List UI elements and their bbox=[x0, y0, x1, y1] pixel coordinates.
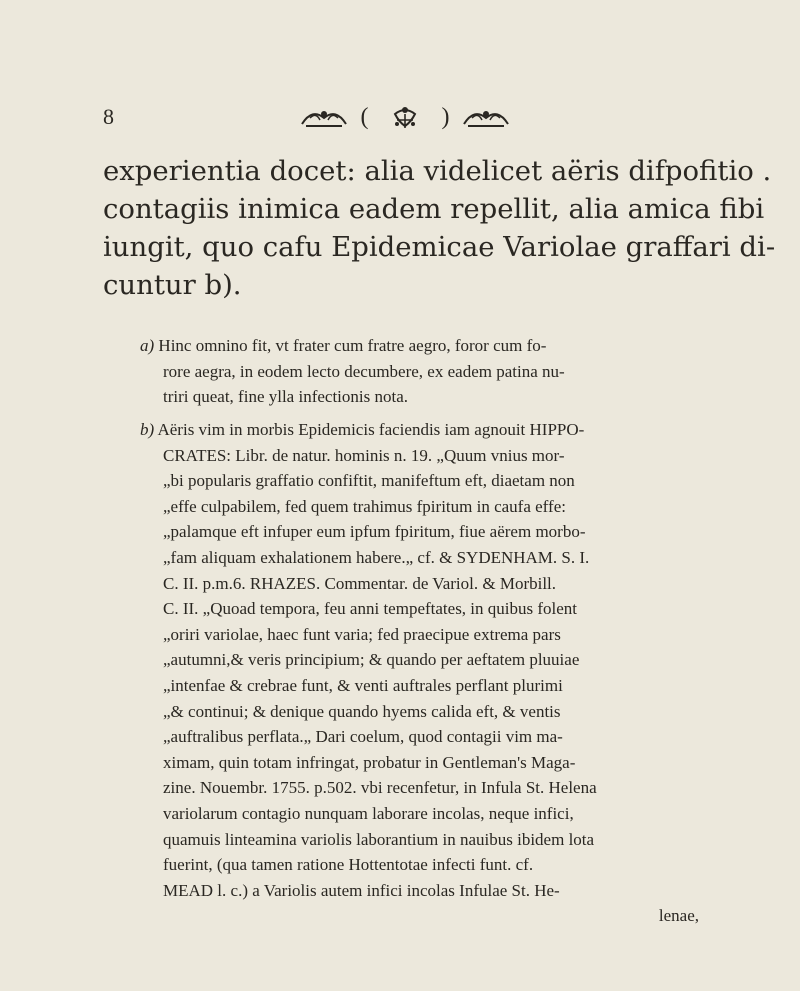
footnote-line: ximam, quin totam infringat, probatur in Gentleman's Maga- bbox=[163, 752, 576, 772]
footnote-line: MEAD l. c.) a Variolis autem infici incolas Infulae St. He- bbox=[163, 880, 560, 900]
main-paragraph bbox=[103, 152, 776, 304]
footnote-line: C. II. p.m.6. RHAZES. Commentar. de Variol. & Morbill. bbox=[163, 573, 557, 593]
footnote-line: „effe culpabilem, fed quem trahimus fpiritum in caufa effe: bbox=[163, 496, 566, 516]
printer-ornament-right-icon bbox=[462, 104, 510, 130]
footnote-line: „palamque eft infuper eum ipfum fpiritum, fiue aërem morbo- bbox=[163, 522, 586, 542]
footnote-label: b) bbox=[140, 420, 155, 439]
footnote-line: quamuis linteamina variolis laborantium in nauibus ibidem lota bbox=[163, 829, 595, 849]
footnote-line: rore aegra, in eodem lecto decumbere, ex eadem patina nu- bbox=[163, 361, 565, 381]
footnote-line bbox=[103, 417, 703, 443]
footnote-line: „fam aliquam exhalationem habere.„ cf. & SYDENHAM. S. I. bbox=[163, 547, 590, 567]
main-line: iungit, quo cafu Epidemicae Variolae graffari di- bbox=[103, 231, 776, 263]
footnote-a bbox=[103, 333, 703, 410]
footnote-line: variolarum contagio nunquam laborare incolas, neque infici, bbox=[163, 803, 574, 823]
footnote-line bbox=[103, 333, 703, 359]
footnote-b bbox=[103, 417, 703, 929]
main-line: cuntur b). bbox=[103, 269, 242, 301]
right-parenthesis: ) bbox=[441, 103, 450, 130]
catchword: lenae, bbox=[658, 906, 699, 926]
footnote-line: „& continui; & denique quando hyems calida eft, & ventis bbox=[163, 701, 561, 721]
footnote-line: zine. Nouembr. 1755. p.502. vbi recenfetur, in Infula St. Helena bbox=[163, 778, 597, 798]
footnote-line: C. II. „Quoad tempora, feu anni tempeftates, in quibus folent bbox=[163, 599, 578, 619]
footnote-line: „bi popularis graffatio confiftit, manifeftum eft, diaetam non bbox=[163, 471, 575, 491]
footnote-line: „autumni,& veris principium; & quando per aeftatem pluuiae bbox=[163, 650, 580, 670]
footnote-line: „oriri variolae, haec funt varia; fed praecipue extrema pars bbox=[163, 624, 561, 644]
header-ornaments bbox=[300, 100, 510, 134]
page-number: 8 bbox=[103, 104, 114, 129]
page-header bbox=[0, 98, 800, 142]
footnote-label: a) bbox=[140, 336, 155, 355]
footnote-line: triri queat, fine ylla infectionis nota. bbox=[163, 387, 409, 407]
footnote-line: „intenfae & crebrae funt, & venti auftrales perflant plurimi bbox=[163, 675, 563, 695]
footnote-line: „auftralibus perflata.„ Dari coelum, quod contagii vim ma- bbox=[163, 727, 563, 747]
main-line: experientia docet: alia videlicet aëris difpofitio . bbox=[103, 155, 772, 187]
footnote-text: Aëris vim in morbis Epidemicis faciendis iam agnouit HIPPO- bbox=[157, 420, 585, 439]
left-parenthesis: ( bbox=[360, 103, 369, 130]
footnote-line: CRATES: Libr. de natur. hominis n. 19. „Quum vnius mor- bbox=[163, 445, 565, 465]
footnote-text: Hinc omnino fit, vt frater cum fratre aegro, foror cum fo- bbox=[158, 336, 547, 355]
printer-ornament-left-icon bbox=[300, 104, 348, 130]
footnote-line: fuerint, (qua tamen ratione Hottentotae infecti funt. cf. bbox=[163, 855, 534, 875]
main-line: contagiis inimica eadem repellit, alia amica fibi bbox=[103, 193, 765, 225]
printer-ornament-center-icon bbox=[381, 104, 429, 130]
